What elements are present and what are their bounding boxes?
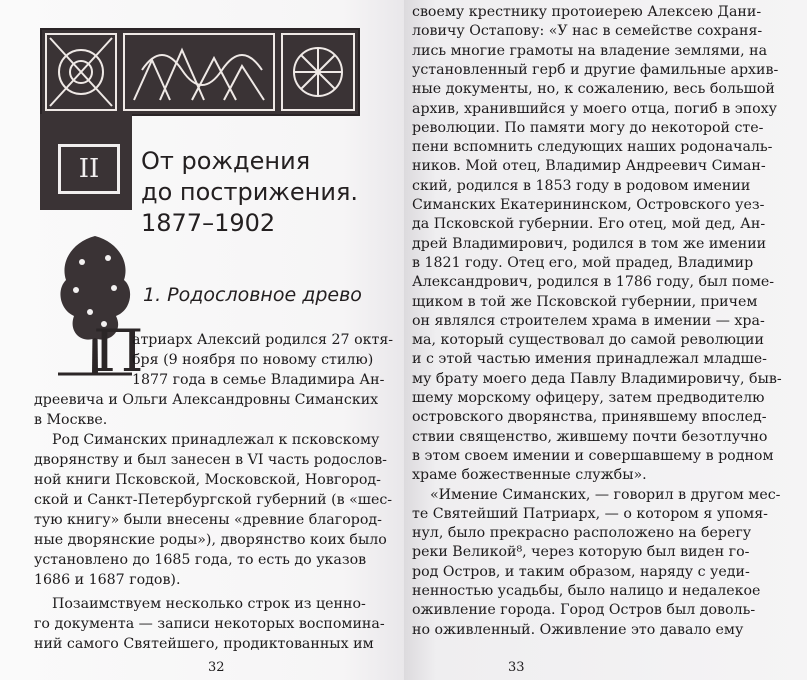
text-line: ные дворянские роды»), дворянство коих было <box>34 532 387 548</box>
text-line: ной книги Псковской, Московской, Новгород- <box>34 472 381 488</box>
text-line: храме божественные службы». <box>412 467 647 484</box>
text-line: установленный герб и другие фамильные архив- <box>412 61 779 78</box>
chapter-title-line: до пострижения. <box>141 178 359 206</box>
text-line: архив, хранившийся у моего отца, погиб в эпоху <box>412 100 777 117</box>
text-line: му брату моего деда Павлу Владимировичу, быв- <box>412 370 782 387</box>
text-line: в 1821 году. Отец его, мой прадед, Владимир <box>412 254 754 271</box>
text-line: ные документы, но, к сожалению, весь большой <box>412 81 775 98</box>
text-line: дрей Владимирович, родился в том же имении <box>412 235 767 252</box>
text-line: Позаимствуем несколько строк из ценно- <box>52 596 366 612</box>
text-line: ненностью усадьбы, было налицо и недалекое <box>412 583 761 599</box>
text-line: ский, родился в 1853 году в родовом имении <box>412 177 751 194</box>
ornament-pattern-icon <box>42 30 358 114</box>
text-line: «Имение Симанских, — говорил в другом мес- <box>430 486 781 503</box>
text-line: Симанских Екатерининском, Островского уез- <box>412 197 765 213</box>
text-line: островского дворянства, принявшему впослед- <box>412 409 767 426</box>
text-line: тую книгу» были внесены «древние благород- <box>34 512 382 528</box>
section-title: 1. Родословное древо <box>143 284 362 306</box>
chapter-number: II <box>58 144 120 194</box>
text-line: лись многие грамоты на владение землями, на <box>412 42 768 59</box>
text-line: но оживленный. Оживление это давало ему <box>412 621 744 638</box>
text-line: те Святейший Патриарх, — о котором я упомя- <box>412 505 768 522</box>
drop-cap: П <box>93 317 144 385</box>
text-line: установлено до 1685 года, то есть до указов <box>34 552 367 568</box>
text-line: щиком в той же Псковской губернии, причем <box>412 293 758 310</box>
chapter-title-line: 1877–1902 <box>141 209 276 237</box>
text-line: нул, было прекрасно расположено на берегу <box>412 525 752 542</box>
text-line: в Москве. <box>34 412 108 428</box>
text-line: ствии священство, жившему почти безотлучно <box>412 428 768 445</box>
text-line: и с этой частью имения принадлежал младше- <box>412 351 767 368</box>
text-line: бря (9 ноября по новому стилю) <box>132 352 374 368</box>
text-line: 1686 и 1687 годов). <box>34 572 181 588</box>
text-line: род Остров, и таким образом, наряду с уеди- <box>412 563 750 580</box>
ornamental-banner <box>40 28 360 116</box>
text-line: атриарх Алексий родился 27 октя- <box>132 332 394 348</box>
text-line: реки Великой⁸, через которую был виден го- <box>412 544 750 561</box>
chapter-title <box>141 146 371 239</box>
text-line: да Псковской губернии. Его отец, мой дед, Ан- <box>412 216 766 233</box>
text-line: ников. Мой отец, Владимир Андреевич Симан- <box>412 158 766 175</box>
text-line: го документа — записи некоторых воспомина- <box>34 616 385 632</box>
text-line: дреевича и Ольги Александровны Симанских <box>34 392 379 408</box>
text-line: в этом своем имении и совершавшему в родном <box>412 447 774 464</box>
page-number: 32 <box>208 660 225 675</box>
text-line: ловичу Остапову: «У нас в семействе сохраня- <box>412 23 763 40</box>
text-line: 1877 года в семье Владимира Ан- <box>132 372 385 388</box>
text-line: ний самого Святейшего, продиктованных им <box>34 636 374 652</box>
page-number: 33 <box>508 660 525 675</box>
chapter-title-line: От рождения <box>141 147 311 175</box>
text-line: ской и Санкт-Петербургской губерний (в «шес- <box>34 492 393 508</box>
text-line: он являлся строителем храма в имении — хра- <box>412 312 765 329</box>
right-page <box>404 0 807 680</box>
text-line: революции. По памяти могу до некоторой сте- <box>412 119 764 136</box>
text-line: дворянству и был занесен в VI часть родослов- <box>34 452 387 468</box>
text-line: Род Симанских принадлежал к псковскому <box>52 432 380 448</box>
text-line: своему крестнику протоиерею Алексею Дани- <box>412 4 762 20</box>
text-line: пени вспомнить следующих наших родоначаль- <box>412 139 773 156</box>
text-line: оживление города. Город Остров был доволь- <box>412 602 756 619</box>
text-line: Александрович, родился в 1786 году, был поме- <box>412 274 775 291</box>
text-line: шему морскому офицеру, затем предводителю <box>412 390 765 406</box>
text-line: ма, который существовал до самой революции <box>412 332 764 349</box>
